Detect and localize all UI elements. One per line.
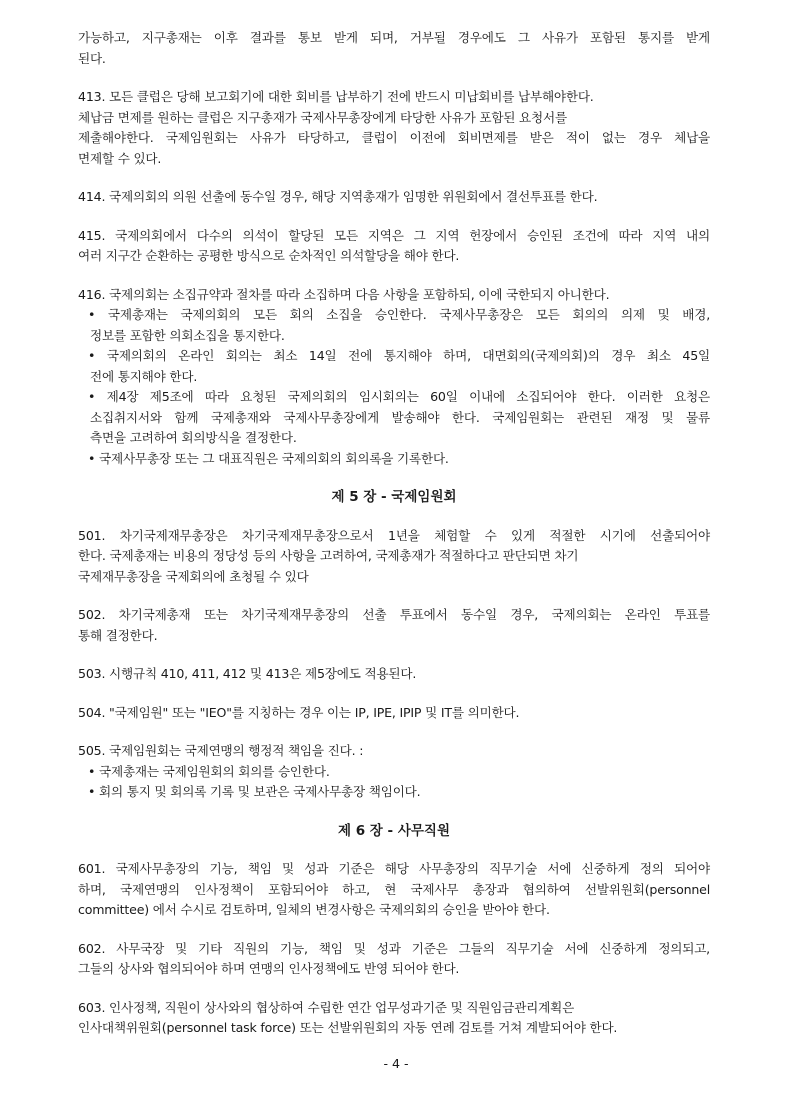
text-line: 501. 차기국제재무총장은 차기국제재무총장으로서 1년을 체험할 수 있게 적절한 시기에 선출되어야 (78, 527, 710, 543)
bullet-continuation: 측면을 고려하여 회의방식을 결정한다. (90, 430, 297, 445)
text-line: 503. 시행규칙 410, 411, 412 및 413은 제5장에도 적용된다. (78, 666, 417, 681)
paragraph-505 (78, 741, 710, 803)
text-line: 505. 국제임원회는 국제연맹의 행정적 책임을 진다. : (78, 743, 364, 758)
text-line: 414. 국제의회의 의원 선출에 동수일 경우, 해당 지역총재가 임명한 위원회에서 결선투표를 한다. (78, 189, 598, 204)
bullet-continuation: 전에 통지해야 한다. (90, 368, 198, 384)
text-line: 416. 국제의회는 소집규약과 절차를 따라 소집하며 다음 사항을 포함하되, 이에 국한되지 아니한다. (78, 286, 610, 302)
text-line: 그들의 상사와 협의되어야 하며 연맹의 인사정책에도 반영 되어야 한다. (78, 961, 460, 976)
text-line: 국제재무총장을 국제회의에 초청될 수 있다 (78, 568, 309, 584)
paragraph-413 (78, 87, 710, 169)
bullet-item: • 국제사무총장 또는 그 대표직원은 국제의회의 회의록을 기록한다. (88, 450, 449, 466)
text-line: 제출해야한다. 국제임원회는 사유가 타당하고, 클럽이 이전에 회비면제를 받은 적이 없는 경우 체납을 (78, 130, 710, 145)
text-line: 통해 결정한다. (78, 627, 158, 643)
bullet-item: • 국제의회의 온라인 회의는 최소 14일 전에 통지해야 하며, 대면회의(국제의회)의 경우 최소 45일 (88, 348, 710, 363)
bullet-item: • 국제총재는 국제임원회의 회의를 승인한다. (88, 763, 330, 779)
paragraph-415 (78, 226, 710, 267)
text-line: 여러 지구간 순환하는 공평한 방식으로 순차적인 의석할당을 해야 한다. (78, 248, 460, 263)
paragraph-414 (78, 187, 710, 208)
chapter-6-heading: 제 6 장 - 사무직원 (337, 822, 451, 839)
bullet-item: • 회의 통지 및 회의록 기록 및 보관은 국제사무총장 책임이다. (88, 784, 421, 799)
document-page (78, 28, 710, 1057)
text-line: 인사대책위원회(personnel task force) 또는 선발위원회의 자동 연례 검토를 거쳐 계발되어야 한다. (78, 1020, 618, 1035)
text-line: 한다. 국제총재는 비용의 정당성 등의 사항을 고려하여, 국제총재가 적절하다고 판단되면 차기 (78, 548, 579, 563)
text-line: 된다. (78, 50, 106, 66)
text-line: 504. "국제임원" 또는 "IEO"를 지칭하는 경우 이는 IP, IPE, IPIP 및 IT를 의미한다. (78, 704, 520, 720)
paragraph-416 (78, 285, 710, 470)
bullet-item: • 제4장 제5조에 따라 요청된 국제의회의 임시회의는 60일 이내에 소집되어야 한다. 이러한 요청은 (88, 389, 710, 404)
paragraph-603 (78, 998, 710, 1039)
text-line: 하며, 국제연맹의 인사정책이 포함되어야 하고, 현 국제사무 총장과 협의하여 선발위원회(personnel (78, 881, 710, 897)
text-line: 413. 모든 클럽은 당해 보고회기에 대한 회비를 납부하기 전에 반드시 미납회비를 납부해야한다. (78, 89, 594, 104)
paragraph-504 (78, 703, 710, 724)
text-line: 415. 국제의회에서 다수의 의석이 할당된 모든 지역은 그 지역 헌장에서 승인된 조건에 따라 지역 내의 (78, 227, 710, 243)
paragraph-503 (78, 664, 710, 685)
page-number: - 4 - (383, 1056, 409, 1071)
text-line: 502. 차기국제총재 또는 차기국제재무총장의 선출 투표에서 동수일 경우, 국제의회는 온라인 투표를 (78, 607, 710, 622)
paragraph-502 (78, 605, 710, 646)
text-line: 602. 사무국장 및 기타 직원의 기능, 책임 및 성과 기준은 그들의 직무기술 서에 신중하게 정의되고, (78, 940, 710, 956)
bullet-item: • 국제총재는 국제의회의 모든 회의 소집을 승인한다. 국제사무총장은 모든 회의의 의제 및 배경, (88, 307, 710, 322)
text-line: 603. 인사정책, 직원이 상사와의 협상하여 수립한 연간 업무성과기준 및 직원임금관리계획은 (78, 999, 575, 1015)
paragraph-602 (78, 939, 710, 980)
paragraph-intro (78, 28, 710, 69)
text-line: 601. 국제사무총장의 기능, 책임 및 성과 기준은 해당 사무총장의 직무기술 서에 신중하게 정의 되어야 (78, 861, 710, 876)
text-line: committee) 에서 수시로 검토하며, 일체의 변경사항은 국제의회의 승인을 받아야 한다. (78, 902, 550, 917)
bullet-continuation: 소집취지서와 함께 국제총재와 국제사무총장에게 발송해야 한다. 국제임원회는 관련된 재정 및 물류 (90, 409, 710, 425)
text-line: 면제할 수 있다. (78, 150, 162, 166)
bullet-continuation: 정보를 포함한 의회소집을 통지한다. (90, 327, 285, 343)
text-line: 가능하고, 지구총재는 이후 결과를 통보 받게 되며, 거부될 경우에도 그 사유가 포함된 통지를 받게 (78, 30, 710, 45)
text-line: 체납금 면제를 원하는 클럽은 지구총재가 국제사무총장에게 타당한 사유가 포함된 요청서를 (78, 109, 567, 125)
chapter-5-heading: 제 5 장 - 국제임원회 (331, 489, 457, 505)
paragraph-601 (78, 859, 710, 921)
paragraph-501 (78, 526, 710, 588)
